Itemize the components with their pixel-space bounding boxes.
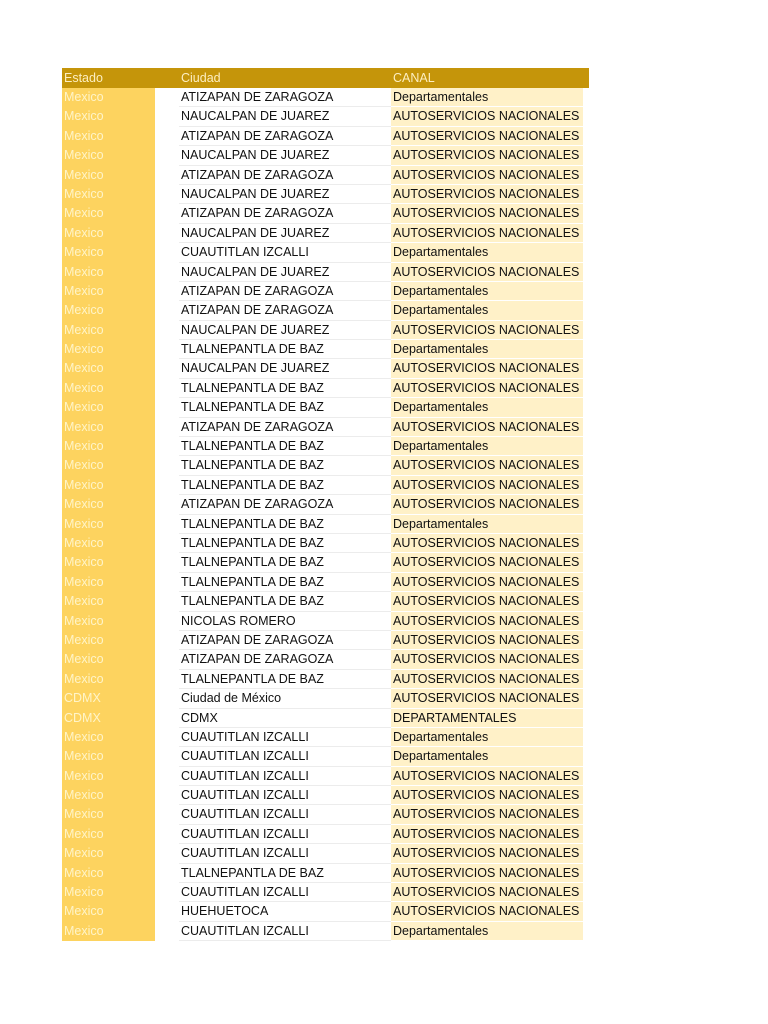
- cell-estado[interactable]: Mexico: [62, 631, 155, 650]
- cell-gap: [155, 573, 179, 592]
- cell-canal[interactable]: AUTOSERVICIOS NACIONALES: [391, 146, 583, 165]
- cell-estado[interactable]: Mexico: [62, 592, 155, 611]
- cell-gap: [155, 398, 179, 417]
- cell-gap: [155, 650, 179, 669]
- table-row: [62, 495, 589, 514]
- cell-estado[interactable]: Mexico: [62, 146, 155, 165]
- table-row: [62, 728, 589, 747]
- header-estado[interactable]: Estado: [64, 71, 103, 85]
- cell-gap: [155, 107, 179, 126]
- cell-estado[interactable]: Mexico: [62, 747, 155, 766]
- cell-gap: [155, 612, 179, 631]
- cell-estado[interactable]: Mexico: [62, 922, 155, 941]
- cell-estado[interactable]: Mexico: [62, 825, 155, 844]
- table-row: [62, 786, 589, 805]
- cell-ciudad[interactable]: NAUCALPAN DE JUAREZ: [179, 146, 391, 165]
- cell-estado[interactable]: Mexico: [62, 515, 155, 534]
- cell-ciudad[interactable]: NAUCALPAN DE JUAREZ: [179, 185, 391, 204]
- cell-ciudad[interactable]: TLALNEPANTLA DE BAZ: [179, 340, 391, 359]
- cell-ciudad[interactable]: ATIZAPAN DE ZARAGOZA: [179, 166, 391, 185]
- cell-canal[interactable]: AUTOSERVICIOS NACIONALES: [391, 864, 583, 883]
- table-row: [62, 263, 589, 282]
- cell-estado[interactable]: Mexico: [62, 107, 155, 126]
- cell-gap: [155, 321, 179, 340]
- cell-gap: [155, 592, 179, 611]
- cell-estado[interactable]: Mexico: [62, 418, 155, 437]
- cell-gap: [155, 902, 179, 921]
- cell-estado[interactable]: Mexico: [62, 534, 155, 553]
- cell-gap: [155, 301, 179, 320]
- table-row: [62, 805, 589, 824]
- cell-ciudad[interactable]: CUAUTITLAN IZCALLI: [179, 825, 391, 844]
- cell-canal[interactable]: AUTOSERVICIOS NACIONALES: [391, 883, 583, 902]
- cell-ciudad[interactable]: TLALNEPANTLA DE BAZ: [179, 398, 391, 417]
- cell-gap: [155, 709, 179, 728]
- table-row: [62, 553, 589, 572]
- cell-canal[interactable]: AUTOSERVICIOS NACIONALES: [391, 204, 583, 223]
- cell-estado[interactable]: Mexico: [62, 340, 155, 359]
- table-row: [62, 301, 589, 320]
- cell-estado[interactable]: Mexico: [62, 844, 155, 863]
- cell-ciudad[interactable]: ATIZAPAN DE ZARAGOZA: [179, 301, 391, 320]
- cell-gap: [155, 495, 179, 514]
- table-row: [62, 573, 589, 592]
- cell-gap: [155, 805, 179, 824]
- cell-gap: [155, 922, 179, 941]
- cell-ciudad[interactable]: CUAUTITLAN IZCALLI: [179, 767, 391, 786]
- cell-ciudad[interactable]: ATIZAPAN DE ZARAGOZA: [179, 418, 391, 437]
- cell-estado[interactable]: Mexico: [62, 398, 155, 417]
- cell-canal[interactable]: Departamentales: [391, 243, 583, 262]
- cell-estado[interactable]: Mexico: [62, 553, 155, 572]
- cell-estado[interactable]: Mexico: [62, 379, 155, 398]
- cell-gap: [155, 534, 179, 553]
- cell-canal[interactable]: Departamentales: [391, 301, 583, 320]
- table-row: [62, 282, 589, 301]
- cell-ciudad[interactable]: CUAUTITLAN IZCALLI: [179, 747, 391, 766]
- cell-canal[interactable]: Departamentales: [391, 282, 583, 301]
- cell-gap: [155, 670, 179, 689]
- header-gap: [155, 68, 179, 88]
- cell-canal[interactable]: AUTOSERVICIOS NACIONALES: [391, 127, 583, 146]
- cell-estado[interactable]: Mexico: [62, 224, 155, 243]
- cell-estado[interactable]: Mexico: [62, 166, 155, 185]
- cell-canal[interactable]: AUTOSERVICIOS NACIONALES: [391, 592, 583, 611]
- table-row: [62, 379, 589, 398]
- cell-ciudad[interactable]: ATIZAPAN DE ZARAGOZA: [179, 88, 391, 107]
- cell-ciudad[interactable]: HUEHUETOCA: [179, 902, 391, 921]
- cell-estado[interactable]: Mexico: [62, 728, 155, 747]
- cell-gap: [155, 767, 179, 786]
- cell-canal[interactable]: AUTOSERVICIOS NACIONALES: [391, 456, 583, 475]
- cell-canal[interactable]: AUTOSERVICIOS NACIONALES: [391, 166, 583, 185]
- cell-estado[interactable]: Mexico: [62, 456, 155, 475]
- table-row: [62, 166, 589, 185]
- cell-ciudad[interactable]: NAUCALPAN DE JUAREZ: [179, 224, 391, 243]
- header-ciudad[interactable]: Ciudad: [181, 71, 221, 85]
- cell-canal[interactable]: AUTOSERVICIOS NACIONALES: [391, 224, 583, 243]
- cell-estado[interactable]: CDMX: [62, 709, 155, 728]
- table-row: [62, 922, 589, 941]
- cell-canal[interactable]: AUTOSERVICIOS NACIONALES: [391, 379, 583, 398]
- cell-gap: [155, 166, 179, 185]
- cell-canal[interactable]: AUTOSERVICIOS NACIONALES: [391, 786, 583, 805]
- cell-estado[interactable]: Mexico: [62, 573, 155, 592]
- cell-gap: [155, 515, 179, 534]
- cell-canal[interactable]: AUTOSERVICIOS NACIONALES: [391, 107, 583, 126]
- cell-ciudad[interactable]: ATIZAPAN DE ZARAGOZA: [179, 495, 391, 514]
- cell-estado[interactable]: Mexico: [62, 263, 155, 282]
- table-row: [62, 359, 589, 378]
- cell-ciudad[interactable]: ATIZAPAN DE ZARAGOZA: [179, 631, 391, 650]
- cell-gap: [155, 340, 179, 359]
- cell-canal[interactable]: Departamentales: [391, 340, 583, 359]
- table-row: [62, 418, 589, 437]
- cell-ciudad[interactable]: NAUCALPAN DE JUAREZ: [179, 321, 391, 340]
- table-row: [62, 204, 589, 223]
- table-row: [62, 224, 589, 243]
- cell-gap: [155, 185, 179, 204]
- cell-estado[interactable]: Mexico: [62, 883, 155, 902]
- table-row: [62, 747, 589, 766]
- cell-ciudad[interactable]: TLALNEPANTLA DE BAZ: [179, 379, 391, 398]
- cell-canal[interactable]: AUTOSERVICIOS NACIONALES: [391, 767, 583, 786]
- cell-estado[interactable]: Mexico: [62, 650, 155, 669]
- table-row: [62, 515, 589, 534]
- cell-gap: [155, 437, 179, 456]
- cell-estado[interactable]: Mexico: [62, 359, 155, 378]
- cell-estado[interactable]: Mexico: [62, 282, 155, 301]
- cell-ciudad[interactable]: NAUCALPAN DE JUAREZ: [179, 107, 391, 126]
- cell-gap: [155, 631, 179, 650]
- spreadsheet-table: [62, 68, 589, 941]
- cell-ciudad[interactable]: Ciudad de México: [179, 689, 391, 708]
- table-row: [62, 902, 589, 921]
- cell-gap: [155, 88, 179, 107]
- cell-gap: [155, 553, 179, 572]
- cell-canal[interactable]: AUTOSERVICIOS NACIONALES: [391, 689, 583, 708]
- cell-ciudad[interactable]: ATIZAPAN DE ZARAGOZA: [179, 650, 391, 669]
- cell-canal[interactable]: Departamentales: [391, 728, 583, 747]
- cell-estado[interactable]: Mexico: [62, 767, 155, 786]
- cell-gap: [155, 825, 179, 844]
- cell-gap: [155, 418, 179, 437]
- cell-canal[interactable]: AUTOSERVICIOS NACIONALES: [391, 902, 583, 921]
- cell-gap: [155, 359, 179, 378]
- table-row: [62, 864, 589, 883]
- cell-canal[interactable]: AUTOSERVICIOS NACIONALES: [391, 359, 583, 378]
- table-row: [62, 476, 589, 495]
- cell-ciudad[interactable]: CUAUTITLAN IZCALLI: [179, 883, 391, 902]
- cell-estado[interactable]: Mexico: [62, 805, 155, 824]
- cell-ciudad[interactable]: TLALNEPANTLA DE BAZ: [179, 670, 391, 689]
- cell-ciudad[interactable]: NAUCALPAN DE JUAREZ: [179, 263, 391, 282]
- cell-ciudad[interactable]: CUAUTITLAN IZCALLI: [179, 922, 391, 941]
- table-row: [62, 709, 589, 728]
- cell-canal[interactable]: AUTOSERVICIOS NACIONALES: [391, 534, 583, 553]
- table-row: [62, 437, 589, 456]
- cell-canal[interactable]: AUTOSERVICIOS NACIONALES: [391, 573, 583, 592]
- table-row: [62, 689, 589, 708]
- cell-ciudad[interactable]: TLALNEPANTLA DE BAZ: [179, 456, 391, 475]
- table-row: [62, 650, 589, 669]
- header-row: [62, 68, 589, 88]
- cell-gap: [155, 379, 179, 398]
- cell-estado[interactable]: Mexico: [62, 437, 155, 456]
- cell-estado[interactable]: CDMX: [62, 689, 155, 708]
- cell-ciudad[interactable]: ATIZAPAN DE ZARAGOZA: [179, 204, 391, 223]
- cell-canal[interactable]: AUTOSERVICIOS NACIONALES: [391, 263, 583, 282]
- cell-estado[interactable]: Mexico: [62, 301, 155, 320]
- cell-ciudad[interactable]: CUAUTITLAN IZCALLI: [179, 243, 391, 262]
- cell-estado[interactable]: Mexico: [62, 902, 155, 921]
- cell-canal[interactable]: AUTOSERVICIOS NACIONALES: [391, 185, 583, 204]
- table-row: [62, 321, 589, 340]
- cell-ciudad[interactable]: CUAUTITLAN IZCALLI: [179, 786, 391, 805]
- table-row: [62, 670, 589, 689]
- cell-canal[interactable]: AUTOSERVICIOS NACIONALES: [391, 650, 583, 669]
- cell-gap: [155, 728, 179, 747]
- table-row: [62, 534, 589, 553]
- table-row: [62, 243, 589, 262]
- cell-gap: [155, 844, 179, 863]
- cell-canal[interactable]: AUTOSERVICIOS NACIONALES: [391, 825, 583, 844]
- table-row: [62, 127, 589, 146]
- table-row: [62, 185, 589, 204]
- cell-canal[interactable]: Departamentales: [391, 398, 583, 417]
- cell-canal[interactable]: AUTOSERVICIOS NACIONALES: [391, 805, 583, 824]
- cell-ciudad[interactable]: TLALNEPANTLA DE BAZ: [179, 553, 391, 572]
- cell-estado[interactable]: Mexico: [62, 495, 155, 514]
- cell-estado[interactable]: Mexico: [62, 321, 155, 340]
- cell-canal[interactable]: DEPARTAMENTALES: [391, 709, 583, 728]
- table-row: [62, 612, 589, 631]
- cell-canal[interactable]: AUTOSERVICIOS NACIONALES: [391, 321, 583, 340]
- table-row: [62, 107, 589, 126]
- cell-ciudad[interactable]: CUAUTITLAN IZCALLI: [179, 844, 391, 863]
- table-row: [62, 456, 589, 475]
- cell-estado[interactable]: Mexico: [62, 88, 155, 107]
- cell-gap: [155, 883, 179, 902]
- table-row: [62, 825, 589, 844]
- cell-canal[interactable]: Departamentales: [391, 515, 583, 534]
- cell-canal[interactable]: AUTOSERVICIOS NACIONALES: [391, 844, 583, 863]
- cell-ciudad[interactable]: TLALNEPANTLA DE BAZ: [179, 534, 391, 553]
- cell-ciudad[interactable]: NICOLAS ROMERO: [179, 612, 391, 631]
- cell-gap: [155, 127, 179, 146]
- cell-ciudad[interactable]: TLALNEPANTLA DE BAZ: [179, 592, 391, 611]
- cell-canal[interactable]: Departamentales: [391, 922, 583, 941]
- cell-estado[interactable]: Mexico: [62, 127, 155, 146]
- cell-gap: [155, 204, 179, 223]
- table-row: [62, 883, 589, 902]
- cell-gap: [155, 224, 179, 243]
- cell-canal[interactable]: AUTOSERVICIOS NACIONALES: [391, 495, 583, 514]
- cell-ciudad[interactable]: TLALNEPANTLA DE BAZ: [179, 437, 391, 456]
- cell-estado[interactable]: Mexico: [62, 185, 155, 204]
- cell-ciudad[interactable]: TLALNEPANTLA DE BAZ: [179, 476, 391, 495]
- cell-canal[interactable]: AUTOSERVICIOS NACIONALES: [391, 418, 583, 437]
- table-row: [62, 340, 589, 359]
- cell-ciudad[interactable]: NAUCALPAN DE JUAREZ: [179, 359, 391, 378]
- table-row: [62, 592, 589, 611]
- table-row: [62, 398, 589, 417]
- table-row: [62, 88, 589, 107]
- cell-ciudad[interactable]: TLALNEPANTLA DE BAZ: [179, 573, 391, 592]
- cell-canal[interactable]: Departamentales: [391, 437, 583, 456]
- cell-gap: [155, 263, 179, 282]
- cell-canal[interactable]: AUTOSERVICIOS NACIONALES: [391, 670, 583, 689]
- cell-gap: [155, 243, 179, 262]
- cell-ciudad[interactable]: TLALNEPANTLA DE BAZ: [179, 515, 391, 534]
- cell-ciudad[interactable]: CUAUTITLAN IZCALLI: [179, 728, 391, 747]
- cell-canal[interactable]: AUTOSERVICIOS NACIONALES: [391, 476, 583, 495]
- table-row: [62, 844, 589, 863]
- cell-ciudad[interactable]: CDMX: [179, 709, 391, 728]
- cell-estado[interactable]: Mexico: [62, 204, 155, 223]
- cell-canal[interactable]: AUTOSERVICIOS NACIONALES: [391, 612, 583, 631]
- cell-gap: [155, 786, 179, 805]
- cell-gap: [155, 689, 179, 708]
- cell-canal[interactable]: Departamentales: [391, 747, 583, 766]
- cell-gap: [155, 146, 179, 165]
- table-row: [62, 767, 589, 786]
- table-body: [62, 88, 589, 941]
- cell-estado[interactable]: Mexico: [62, 786, 155, 805]
- cell-estado[interactable]: Mexico: [62, 612, 155, 631]
- cell-ciudad[interactable]: ATIZAPAN DE ZARAGOZA: [179, 127, 391, 146]
- cell-estado[interactable]: Mexico: [62, 476, 155, 495]
- table-row: [62, 146, 589, 165]
- cell-canal[interactable]: AUTOSERVICIOS NACIONALES: [391, 631, 583, 650]
- table-row: [62, 631, 589, 650]
- cell-estado[interactable]: Mexico: [62, 670, 155, 689]
- cell-estado[interactable]: Mexico: [62, 243, 155, 262]
- cell-gap: [155, 747, 179, 766]
- cell-ciudad[interactable]: CUAUTITLAN IZCALLI: [179, 805, 391, 824]
- header-canal[interactable]: CANAL: [393, 71, 435, 85]
- cell-gap: [155, 456, 179, 475]
- cell-canal[interactable]: AUTOSERVICIOS NACIONALES: [391, 553, 583, 572]
- cell-estado[interactable]: Mexico: [62, 864, 155, 883]
- cell-gap: [155, 282, 179, 301]
- cell-ciudad[interactable]: ATIZAPAN DE ZARAGOZA: [179, 282, 391, 301]
- cell-canal[interactable]: Departamentales: [391, 88, 583, 107]
- cell-gap: [155, 864, 179, 883]
- cell-ciudad[interactable]: TLALNEPANTLA DE BAZ: [179, 864, 391, 883]
- cell-gap: [155, 476, 179, 495]
